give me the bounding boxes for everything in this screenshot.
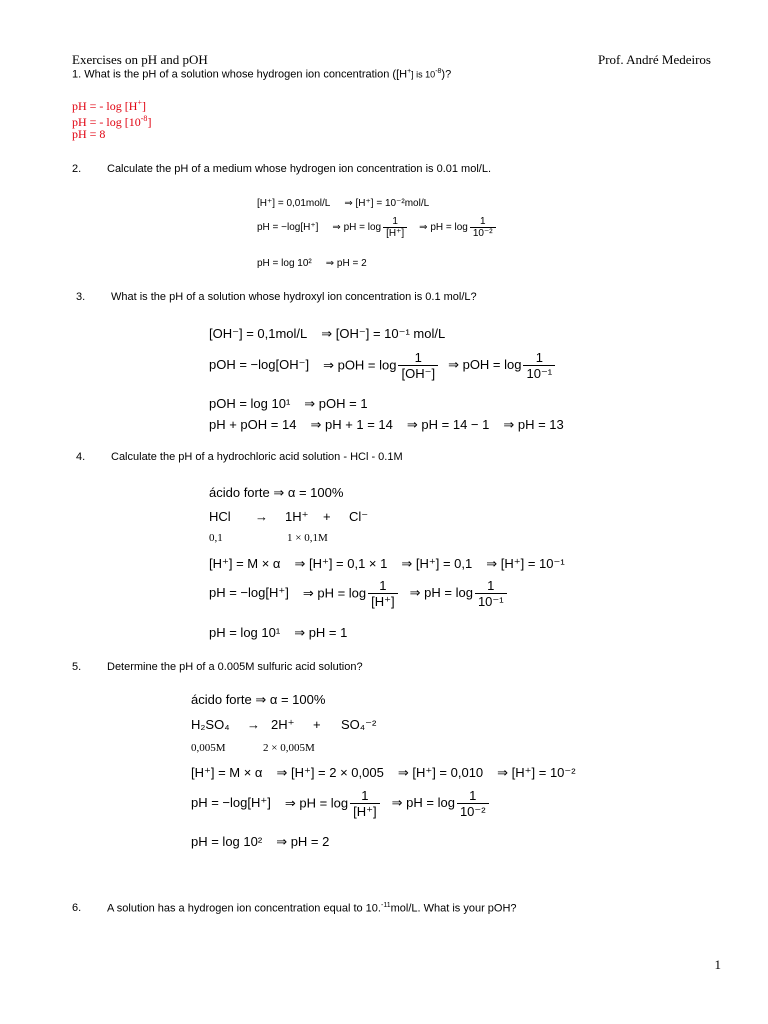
- q5-equation-line-5: pH = −log[H⁺] ⇒ pH = log $\frac{1}{[H^+]}$ ⇒ pH = log $\frac{1}{\text{10⁻²}}$: [191, 788, 491, 820]
- question-3-text: What is the pH of a solution whose hydroxyl ion concentration is 0.1 mol/L?: [111, 291, 477, 303]
- q4-equation-line-3: 0,1 1 × 0,1M: [209, 532, 328, 544]
- question-6-number: 6.: [72, 902, 82, 914]
- q2-fraction-1: $\frac{1}{[H^+]}$: [383, 216, 407, 239]
- answer-1-line-1: pH = - log [H+]: [72, 98, 146, 113]
- question-5-text: Determine the pH of a 0.005M sulfuric acid solution?: [107, 661, 363, 673]
- question-1-mid: ] is 10: [411, 69, 436, 80]
- q2-equation-line-2: pH = −log[H⁺] ⇒ pH = log $\frac{1}{[H^+]}$ ⇒ pH = log $\frac{1}{\text{10⁻²}}$: [257, 216, 498, 239]
- question-1-text: 1. What is the pH of a solution whose hydrogen ion concentration ([H: [72, 68, 408, 81]
- question-1-sup-plus: +: [407, 68, 412, 75]
- question-1: [72, 68, 451, 81]
- document-title: Exercises on pH and pOH: [72, 52, 208, 67]
- q5-equation-line-3: 0,005M 2 × 0,005M: [191, 742, 315, 754]
- answer-1-line-2: pH = - $\log [10^{-8}]$: [72, 113, 152, 129]
- q4-fraction-2: $\frac{1}{\text{10⁻¹}}$: [475, 578, 507, 610]
- q5-fraction-2: $\frac{1}{\text{10⁻²}}$: [457, 788, 489, 820]
- q5-equation-line-6: pH = log 10² ⇒ pH = 2: [191, 834, 330, 849]
- q2-equation-line-1: [H⁺] = 0,01mol/L ⇒ [H⁺] = 10⁻²mol/L: [257, 198, 430, 209]
- q5-equation-line-2: H₂SO₄ → 2H⁺ + SO₄⁻²: [191, 717, 377, 732]
- q2-fraction-2: $\frac{1}{\text{10⁻²}}$: [470, 216, 496, 239]
- q3-equation-line-2: pOH = −log[OH⁻] ⇒ pOH = log $\frac{1}{[OH^-]}$ ⇒ pOH = log $\frac{1}{\text{10⁻¹}}$: [209, 350, 557, 382]
- answer-1: [72, 97, 151, 141]
- q5-fraction-1: $\frac{1}{[H^+]}$: [350, 788, 379, 820]
- q2-equation-line-3: pH = log 10² ⇒ pH = 2: [257, 258, 367, 269]
- question-4-number: 4.: [76, 451, 86, 463]
- page-number: 1: [714, 957, 721, 972]
- q3-fraction-2: $\frac{1}{\text{10⁻¹}}$: [523, 350, 555, 382]
- q4-equation-line-6: pH = log 10¹ ⇒ pH = 1: [209, 625, 348, 640]
- q4-equation-line-1: ácido forte ⇒ α = 100%: [209, 485, 344, 500]
- q4-equation-line-5: pH = −log[H⁺] ⇒ pH = log $\frac{1}{[H^+]}$ ⇒ pH = log $\frac{1}{\text{10⁻¹}}$: [209, 578, 509, 610]
- q5-equation-line-4: [H⁺] = M × α ⇒ [H⁺] = 2 × 0,005 ⇒ [H⁺] = 0,010 ⇒ [H⁺] = 10⁻²: [191, 765, 576, 780]
- q3-equation-line-3: pOH = log 10¹ ⇒ pOH = 1: [209, 396, 368, 411]
- q5-equation-line-1: ácido forte ⇒ α = 100%: [191, 692, 326, 707]
- question-5-number: 5.: [72, 661, 82, 673]
- q4-equation-line-2: HCl → 1H⁺ + Cl⁻: [209, 509, 369, 524]
- q4-fraction-1: $\frac{1}{[H^+]}$: [368, 578, 397, 610]
- question-6-text: A solution has a hydrogen ion concentration equal to 10.$^{-11}$mol/L. What is your pOH?: [107, 902, 517, 915]
- question-3-number: 3.: [76, 291, 86, 303]
- question-1-sup-exponent: -8: [435, 68, 442, 75]
- question-2-number: 2.: [72, 163, 82, 175]
- q3-equation-line-4: pH + pOH = 14 ⇒ pH + 1 = 14 ⇒ pH = 14 − 1 ⇒ pH = 13: [209, 417, 564, 432]
- question-4-text: Calculate the pH of a hydrochloric acid solution - HCl - 0.1M: [111, 451, 403, 463]
- document-author: Prof. André Medeiros: [597, 52, 711, 67]
- q3-equation-line-1: [OH⁻] = 0,1mol/L ⇒ [OH⁻] = 10⁻¹ mol/L: [209, 326, 446, 341]
- q3-fraction-1: $\frac{1}{[OH^-]}$: [398, 350, 438, 382]
- q4-equation-line-4: [H⁺] = M × α ⇒ [H⁺] = 0,1 × 1 ⇒ [H⁺] = 0,1 ⇒ [H⁺] = 10⁻¹: [209, 556, 565, 571]
- question-1-end: )?: [441, 68, 452, 81]
- answer-1-line-3: pH = 8: [72, 127, 106, 141]
- question-2-text: Calculate the pH of a medium whose hydrogen ion concentration is 0.01 mol/L.: [107, 163, 491, 175]
